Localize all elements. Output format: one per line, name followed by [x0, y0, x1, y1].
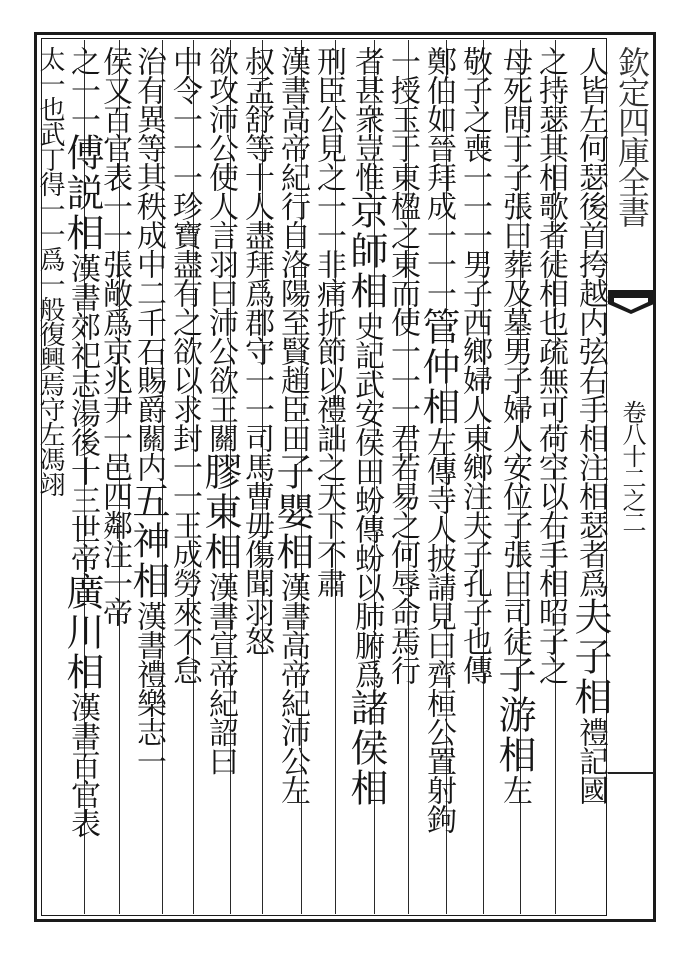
text-run: 漢書百官表: [65, 692, 100, 837]
bottom-mark: [608, 772, 654, 784]
text-column: [492, 46, 536, 906]
entry-heading: 夫子相: [568, 597, 612, 717]
text-run: 之持瑟其相歌者徒相也疏無可荷空以右手相: [533, 46, 568, 597]
text-column: [35, 46, 72, 906]
entry-heading: 五神相: [126, 481, 170, 601]
text-column: [344, 46, 388, 906]
text-run: 史記武安侯田蚡傳蚡以肺腑爲: [349, 311, 384, 688]
text-run: 漢書高帝紀行自洛陽至賢趙臣田: [275, 46, 310, 452]
text-run: 左傳寺人披請見曰齊桓公置射鉤: [421, 427, 456, 833]
text-run: 漢書高帝紀沛公左: [275, 572, 310, 804]
text-run: 而使一一一君若易之何辱命焉行: [385, 278, 420, 684]
text-run: 中令一一一珍寶盡有之欲以求封: [167, 46, 202, 452]
text-run: 之一一: [65, 46, 100, 133]
text-run: 司馬曹毋傷聞羽怒: [239, 423, 274, 655]
text-column: [568, 46, 612, 906]
text-run: 漢書禮樂志一: [131, 601, 166, 775]
entry-heading: 廣川相: [60, 572, 104, 692]
entry-heading: 膠東相: [198, 452, 242, 572]
text-run: 敬子之喪一一一男子西鄉婦人東鄉注夫子孔子也: [457, 46, 492, 655]
text-run: 昭子之: [533, 597, 568, 684]
entry-heading: 京師相: [344, 191, 388, 311]
text-run: 左: [497, 775, 532, 804]
text-run: 漢書宣帝紀詔曰: [203, 572, 238, 775]
text-run: 鄭伯如晉拜成一一一: [421, 46, 456, 307]
juan-number: 卷八十二之二: [618, 400, 646, 532]
text-run: 欲攻沛公使人言羽曰沛公欲王關: [203, 46, 238, 452]
entry-heading: 子嬰相: [270, 452, 314, 572]
text-run: 人皆左何瑟後首挎越内弦右手相注相瑟者爲: [573, 46, 608, 597]
text-run: 禮記國: [573, 717, 608, 804]
text-run: 叔孟舒等十人盡拜爲郡守一一: [239, 46, 274, 423]
fishtail-mark: [608, 290, 654, 314]
text-run: 者甚衆豈惟: [349, 46, 384, 191]
text-run: 武丁得一一爲一般復興焉: [35, 121, 65, 396]
text-run: 傳: [457, 655, 492, 684]
text-run: 守左馮翊: [35, 396, 65, 496]
text-run: 刑臣公見之: [311, 46, 346, 191]
text-run: 一授玉于東楹之東: [385, 46, 420, 278]
text-run: 太一也: [35, 46, 65, 121]
entry-heading: 諸侯相: [344, 688, 388, 808]
text-run: 漢書郊祀志湯後十三世帝: [65, 253, 100, 572]
entry-heading: 子游相: [492, 655, 536, 775]
book-title: 欽定四庫全書: [613, 46, 651, 226]
entry-heading: 傅説相: [60, 133, 104, 253]
text-run: 治有異等其秩成中二千石賜爵關内: [131, 46, 166, 481]
text-run: 母死問于子張曰葬及墓男子婦人安位子張曰司徒: [497, 46, 532, 655]
text-run: 一一非痛折節以禮詘之天下不肅: [311, 191, 346, 597]
text-run: 一邑四鄰注一帝: [97, 423, 132, 626]
entry-heading: 管仲相: [416, 307, 460, 427]
text-run: 侯又百官表一一張敞爲京兆尹: [97, 46, 132, 423]
text-run: 一一王成勞來不怠: [167, 452, 202, 684]
